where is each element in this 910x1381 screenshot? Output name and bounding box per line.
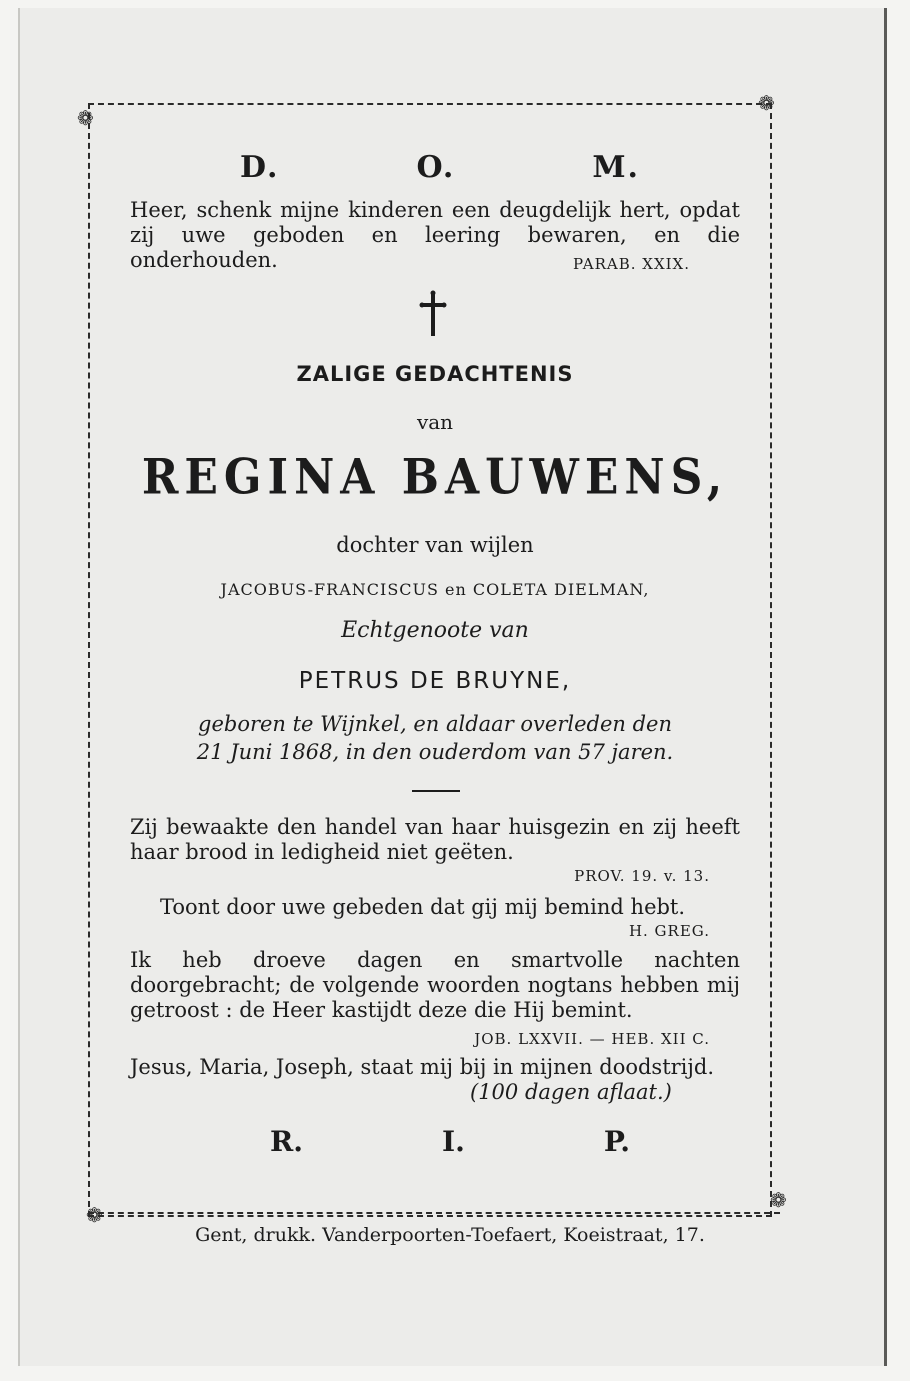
rip-letter-i: I. <box>442 1125 465 1158</box>
verse-1-reference: PROV. 19. v. 13. <box>574 867 710 885</box>
van-word: van <box>416 410 454 434</box>
separator-line <box>412 790 460 792</box>
rosette-ornament-icon: ❁ <box>86 1203 103 1227</box>
rip-footer <box>270 1125 630 1158</box>
rosette-ornament-icon: ❁ <box>77 106 94 130</box>
verse-3-reference: JOB. LXXVII. — HEB. XII C. <box>474 1030 710 1048</box>
opening-verse-reference: PARAB. XXIX. <box>573 255 690 273</box>
printer-imprint: Gent, drukk. Vanderpoorten-Toefaert, Koeistraat, 17. <box>195 1224 705 1246</box>
opening-verse: Heer, schenk mijne kinderen een deugdelijk hert, opdat zij uwe geboden en leering bewaren, en die onderhouden. <box>130 198 740 272</box>
rip-letter-p: P. <box>603 1125 630 1158</box>
memorial-heading: ZALIGE GEDACHTENIS <box>296 362 574 386</box>
spouse-label: Echtgenoote van <box>341 618 529 643</box>
deceased-name: REGINA BAUWENS, <box>141 449 729 506</box>
verse-1: Zij bewaakte den handel van haar huisgezin en zij heeft haar brood in ledigheid niet geëten. <box>130 815 740 864</box>
verse-2-reference: H. GREG. <box>628 922 710 940</box>
verse-3: Ik heb droeve dagen en smartvolle nachten doorgebracht; de volgende woorden nogtans hebben mij getroost : de Heer kastijdt deze die Hij bemint. <box>130 948 740 1022</box>
parents-names: JACOBUS-FRANCISCUS en COLETA DIELMAN, <box>220 580 650 599</box>
prayer-text: Jesus, Maria, Joseph, staat mij bij in mijnen doodstrijd. <box>130 1055 715 1079</box>
spouse-name: PETRUS DE BRUYNE, <box>298 668 572 694</box>
birth-death-line-1: geboren te Wijnkel, en aldaar overleden den <box>198 712 672 736</box>
dom-heading <box>240 150 640 185</box>
rosette-ornament-icon: ❁ <box>758 91 775 115</box>
verse-2: Toont door uwe gebeden dat gij mij bemind hebt. <box>160 895 686 919</box>
rosette-ornament-icon: ❁ <box>770 1188 787 1212</box>
dom-letter-o: O. <box>416 150 456 185</box>
latin-cross-icon <box>418 290 448 338</box>
birth-death-line-2: 21 Juni 1868, in den ouderdom van 57 jaren. <box>196 740 674 764</box>
indulgence-note: (100 dagen aflaat.) <box>470 1080 672 1104</box>
rip-letter-r: R. <box>270 1125 304 1158</box>
dom-letter-d: D. <box>240 150 280 185</box>
daughter-of-text: dochter van wijlen <box>336 533 534 557</box>
bottom-dashed-rule <box>88 1212 780 1214</box>
dom-letter-m: M. <box>592 150 640 185</box>
